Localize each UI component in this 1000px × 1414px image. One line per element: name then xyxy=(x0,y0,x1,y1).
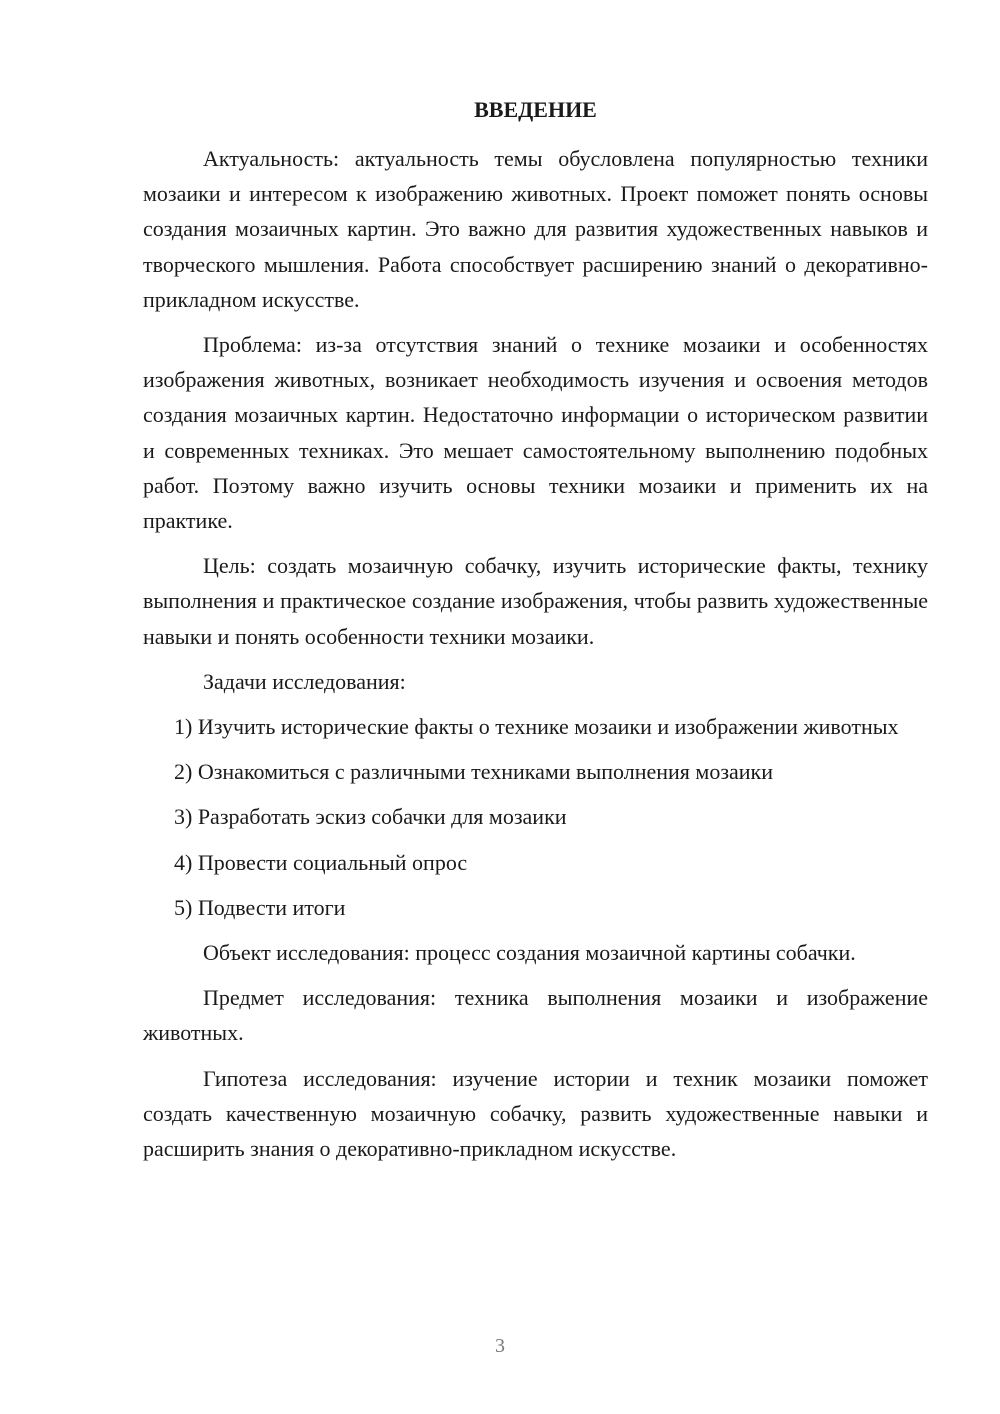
paragraph-problem: Проблема: из-за отсутствия знаний о технике мозаики и особенностях изображения животных, возникает необходимость изучения и освоения методов создания мозаичных картин. Недостаточно информации о историческом развитии и современных техниках. Это мешает самостоятельному выполнению подобных работ. Поэтому важно изучить основы техники мозаики и применить их на практике. xyxy=(143,332,928,534)
paragraph-subject: Предмет исследования: техника выполнения мозаики и изображение животных. xyxy=(143,985,928,1046)
paragraph-hypothesis: Гипотеза исследования: изучение истории и техник мозаики поможет создать качественную мозаичную собачку, развить художественные навыки и расширить знания о декоративно-прикладном искусстве. xyxy=(143,1065,928,1162)
task-item-4: 4) Провести социальный опрос xyxy=(174,849,468,875)
document-title: ВВЕДЕНИЕ xyxy=(474,97,597,122)
document-page xyxy=(143,92,928,1176)
page-number: 3 xyxy=(495,1335,505,1357)
tasks-heading: Задачи исследования: xyxy=(203,668,406,694)
task-item-3: 3) Разработать эскиз собачки для мозаики xyxy=(174,804,567,830)
task-item-1: 1) Изучить исторические факты о технике мозаики и изображении животных xyxy=(174,714,899,740)
task-item-2: 2) Ознакомиться с различными техниками выполнения мозаики xyxy=(174,759,774,785)
paragraph-relevance: Актуальность: актуальность темы обусловлена популярностью техники мозаики и интересом к изображению животных. Проект поможет понять основы создания мозаичных картин. Это важно для развития художественных навыков и творческого мышления. Работа способствует расширению знаний о декоративно-прикладном искусстве. xyxy=(143,146,928,312)
paragraph-goal: Цель: создать мозаичную собачку, изучить исторические факты, технику выполнения и практическое создание изображения, чтобы развить художественные навыки и понять особенности техники мозаики. xyxy=(143,553,928,649)
paragraph-object: Объект исследования: процесс создания мозаичной картины собачки. xyxy=(203,940,856,966)
task-item-5: 5) Подвести итоги xyxy=(174,894,346,920)
